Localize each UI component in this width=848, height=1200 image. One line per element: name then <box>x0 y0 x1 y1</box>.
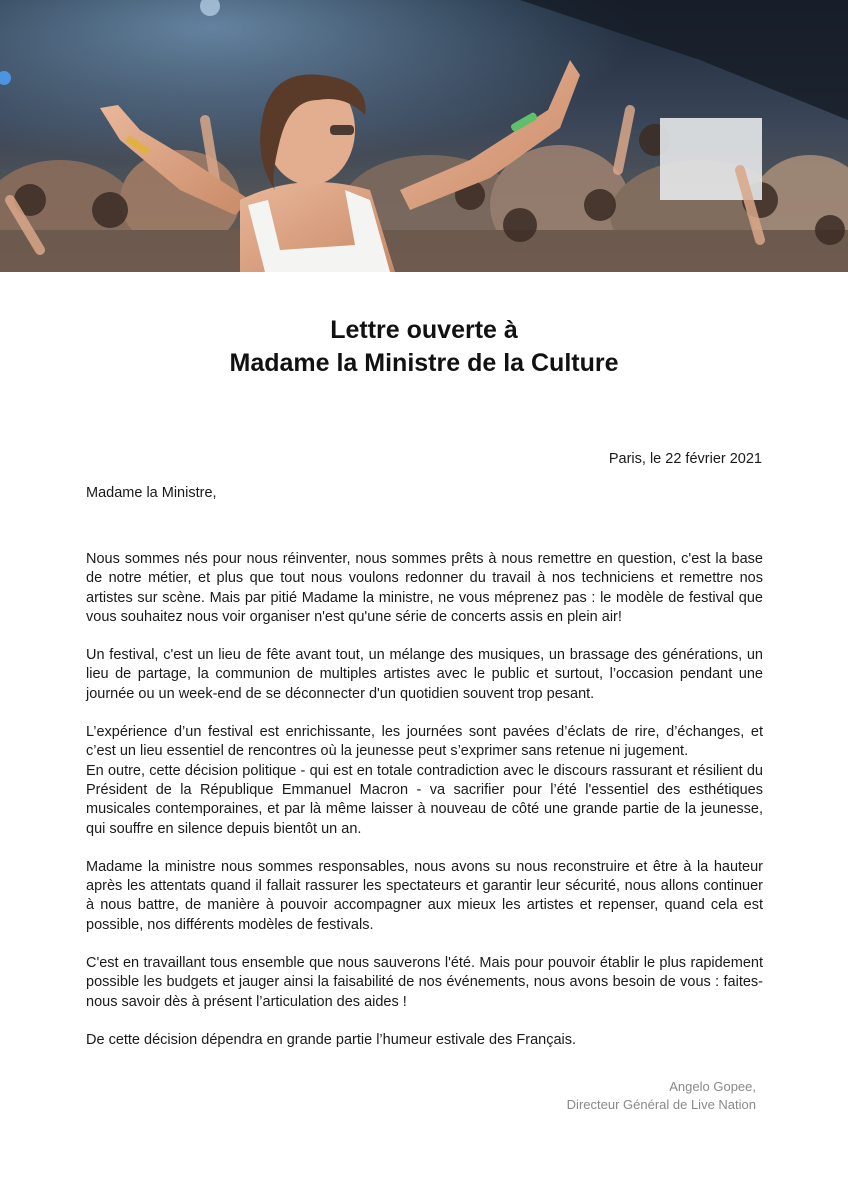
letter-title <box>0 314 848 380</box>
signature <box>567 1078 756 1114</box>
paragraph: L’expérience d’un festival est enrichissante, les journées sont pavées d’éclats de rire, d’échanges, et c’est un lieu essentiel de rencontres où la jeunesse peut s’exprimer sans retenue ni jugement. <box>86 724 763 760</box>
paragraph: Nous sommes nés pour nous réinventer, nous sommes prêts à nous remettre en question, c'est la base de notre métier, et plus que tout nous voulons redonner du travail à nos techniciens et remettre nos artistes sur scène. Mais par pitié Madame la ministre, ne vous méprenez pas : le modèle de festival que vous souhaitez nous voir organiser n'est qu'une série de concerts assis en plein air! <box>86 551 763 625</box>
letter-date: Paris, le 22 février 2021 <box>608 451 762 467</box>
title-line-2: Madame la Ministre de la Culture <box>229 349 619 377</box>
paragraph: En outre, cette décision politique - qui est en totale contradiction avec le discours rassurant et résilient du Président de la République Emmanuel Macron - va sacrifier pour l’été l'essentiel des esthétiques musicales contemporaines, et par là même laisser à nouveau de côté une grande partie de la jeunesse, qui souffre en silence depuis bientôt un an. <box>86 762 763 837</box>
signature-title: Directeur Général de Live Nation <box>566 1097 756 1112</box>
title-line-1: Lettre ouverte à <box>330 316 518 344</box>
paragraph: C'est en travaillant tous ensemble que nous sauverons l'été. Mais pour pouvoir établir le plus rapidement possible les budgets et jauger ainsi la faisabilité de nos événements, nous avons besoin de vous : faites-nous savoir dès à présent l’articulation des aides ! <box>86 955 763 1010</box>
paragraph: De cette décision dépendra en grande partie l’humeur estivale des Français. <box>86 1031 577 1048</box>
paragraph: Madame la ministre nous sommes responsables, nous avons su nous reconstruire et être à la hauteur après les attentats quand il fallait rassurer les spectateurs et garantir leur sécurité, nous allons continuer à nous battre, de manière à pouvoir accompagner aux mieux les artistes et repenser, quand cela est possible, nos différents modèles de festivals. <box>86 858 763 933</box>
hero-photo-festival-crowd <box>0 0 848 272</box>
signature-name: Angelo Gopee, <box>669 1079 756 1094</box>
salutation: Madame la Ministre, <box>86 485 217 501</box>
letter-body <box>86 550 763 1069</box>
paragraph: Un festival, c'est un lieu de fête avant tout, un mélange des musiques, un brassage des générations, un lieu de partage, la communion de multiples artistes avec le public et surtout, l’occasion pendant une journée ou un week-end de se déconnecter d'un quotidien souvent trop pesant. <box>86 647 763 702</box>
